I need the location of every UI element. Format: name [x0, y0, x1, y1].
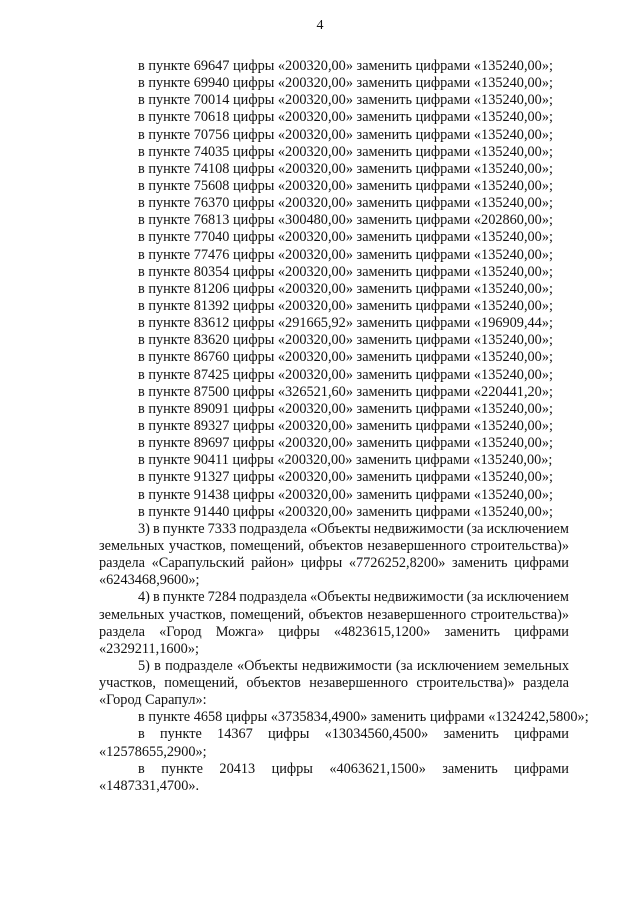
- item-3-line-2: [99, 538, 569, 555]
- word: объектов: [308, 606, 363, 623]
- word: цифрами: [514, 726, 569, 743]
- word: помещений,: [164, 675, 239, 692]
- item-5-sub-1: в пункте 4658 цифры «3735834,4900» заменить цифрами «1324242,5800»;: [138, 709, 589, 726]
- word: 5): [138, 657, 150, 674]
- word: раздела: [522, 675, 569, 692]
- item-4-line-1: [99, 589, 569, 606]
- replacement-line: в пункте 70756 цифры «200320,00» заменить цифрами «135240,00»;: [138, 126, 553, 143]
- word: в: [138, 726, 145, 743]
- word: цифрами: [514, 760, 569, 777]
- word: незавершенного: [367, 606, 467, 623]
- word: 7284: [207, 589, 237, 606]
- word: незавершенного: [367, 537, 467, 554]
- item-5-sub-3-cont: «1487331,4700».: [99, 777, 200, 794]
- word: (за: [466, 520, 484, 537]
- word: подраздела: [239, 589, 307, 606]
- word: помещений,: [230, 606, 305, 623]
- replacement-line: в пункте 70618 цифры «200320,00» заменить цифрами «135240,00»;: [138, 109, 553, 126]
- replacement-line: в пункте 87500 цифры «326521,60» заменить цифрами «220441,20»;: [138, 383, 553, 400]
- item-4-line-3: [99, 624, 569, 641]
- word: (за: [395, 657, 413, 674]
- item-5-sub-2-cont: «12578655,2900»;: [99, 743, 207, 760]
- replacement-line: в пункте 77040 цифры «200320,00» заменить цифрами «135240,00»;: [138, 229, 553, 246]
- word: «4823615,1200»: [333, 623, 431, 640]
- word: заменить: [443, 726, 499, 743]
- word: 3): [138, 520, 150, 537]
- word: заменить: [444, 623, 501, 640]
- item-4-line-2: [99, 607, 569, 624]
- word: цифры: [278, 623, 320, 640]
- word: пункте: [162, 520, 205, 537]
- word: «Город: [159, 623, 202, 640]
- item-3-line-3: [99, 555, 569, 572]
- word: «Сарапульский: [151, 555, 245, 572]
- word: «4063621,1500»: [329, 760, 426, 777]
- word: земельных: [503, 657, 569, 674]
- word: в: [154, 657, 161, 674]
- word: недвижимости: [373, 589, 464, 606]
- word: заменить: [442, 760, 498, 777]
- word: недвижимости: [373, 520, 464, 537]
- word: «Объекты: [309, 520, 371, 537]
- item-3-paragraph: [99, 521, 569, 590]
- word: строительства)»: [416, 675, 515, 692]
- replacement-line: в пункте 76370 цифры «200320,00» заменить цифрами «135240,00»;: [138, 195, 553, 212]
- word: «Объекты: [236, 657, 298, 674]
- item-5-line-2: [99, 675, 569, 692]
- word: участков,: [168, 606, 226, 623]
- word: исключением: [486, 520, 569, 537]
- word: 14367: [217, 726, 253, 743]
- word: 20413: [219, 760, 256, 777]
- word: раздела: [99, 555, 145, 572]
- word: «13034560,4500»: [324, 726, 429, 743]
- word: незавершенного: [309, 675, 409, 692]
- replacement-line: в пункте 91440 цифры «200320,00» заменить цифрами «135240,00»;: [138, 503, 553, 520]
- replacement-line: в пункте 81206 цифры «200320,00» заменить цифрами «135240,00»;: [138, 280, 553, 297]
- item-5-line-1: [99, 658, 569, 675]
- replacement-line: в пункте 76813 цифры «300480,00» заменить цифрами «202860,00»;: [138, 212, 553, 229]
- replacement-list: [99, 58, 569, 521]
- word: исключением: [416, 657, 500, 674]
- word: 4): [138, 589, 150, 606]
- word: помещений,: [230, 537, 305, 554]
- word: заменить: [452, 555, 508, 572]
- word: цифрами: [514, 555, 569, 572]
- word: цифры: [268, 726, 310, 743]
- replacement-line: в пункте 89697 цифры «200320,00» заменить цифрами «135240,00»;: [138, 435, 553, 452]
- item-3-line-1: [99, 521, 569, 538]
- word: цифры: [300, 555, 343, 572]
- replacement-line: в пункте 77476 цифры «200320,00» заменить цифрами «135240,00»;: [138, 246, 553, 263]
- item-5-line-3: «Город Сарапул»:: [99, 692, 207, 709]
- word: участков,: [168, 537, 226, 554]
- page-number: 4: [316, 18, 324, 33]
- item-5-sub-3: [99, 761, 569, 778]
- replacement-line: в пункте 91327 цифры «200320,00» заменить цифрами «135240,00»;: [138, 469, 553, 486]
- word: недвижимости: [301, 657, 392, 674]
- word: участков,: [99, 675, 156, 692]
- replacement-line: в пункте 80354 цифры «200320,00» заменить цифрами «135240,00»;: [138, 263, 553, 280]
- item-5-sub-2: [99, 726, 569, 743]
- word: земельных: [99, 606, 165, 623]
- replacement-line: в пункте 74035 цифры «200320,00» заменить цифрами «135240,00»;: [138, 143, 553, 160]
- replacement-line: в пункте 83620 цифры «200320,00» заменить цифрами «135240,00»;: [138, 332, 553, 349]
- word: пункте: [160, 726, 202, 743]
- replacement-line: в пункте 69647 цифры «200320,00» заменить цифрами «135240,00»;: [138, 58, 553, 74]
- word: объектов: [246, 675, 301, 692]
- word: цифрами: [514, 623, 569, 640]
- replacement-line: в пункте 74108 цифры «200320,00» заменить цифрами «135240,00»;: [138, 160, 553, 177]
- replacement-line: в пункте 69940 цифры «200320,00» заменить цифрами «135240,00»;: [138, 75, 553, 92]
- word: «7726252,8200»: [348, 555, 446, 572]
- item-3-line-4: «6243468,9600»;: [99, 572, 200, 589]
- word: объектов: [308, 537, 363, 554]
- word: подразделе: [165, 657, 233, 674]
- word: 7333: [207, 520, 237, 537]
- word: раздела: [99, 623, 145, 640]
- document-body: [99, 58, 589, 795]
- word: в: [152, 520, 160, 537]
- item-4-line-4: «2329211,1600»;: [99, 640, 199, 657]
- replacement-line: в пункте 70014 цифры «200320,00» заменить цифрами «135240,00»;: [138, 92, 553, 109]
- word: исключением: [486, 589, 569, 606]
- word: цифры: [271, 760, 313, 777]
- word: район»: [251, 555, 295, 572]
- item-4-paragraph: [99, 589, 569, 658]
- replacement-line: в пункте 86760 цифры «200320,00» заменить цифрами «135240,00»;: [138, 349, 553, 366]
- word: (за: [466, 589, 484, 606]
- replacement-line: в пункте 91438 цифры «200320,00» заменить цифрами «135240,00»;: [138, 486, 553, 503]
- word: «Объекты: [309, 589, 371, 606]
- replacement-line: в пункте 83612 цифры «291665,92» заменить цифрами «196909,44»;: [138, 315, 553, 332]
- replacement-line: в пункте 89091 цифры «200320,00» заменить цифрами «135240,00»;: [138, 400, 553, 417]
- replacement-line: в пункте 81392 цифры «200320,00» заменить цифрами «135240,00»;: [138, 297, 553, 314]
- word: пункте: [162, 589, 205, 606]
- word: подраздела: [239, 520, 307, 537]
- word: пункте: [161, 760, 203, 777]
- word: в: [152, 589, 160, 606]
- replacement-line: в пункте 89327 цифры «200320,00» заменить цифрами «135240,00»;: [138, 417, 553, 434]
- replacement-line: в пункте 75608 цифры «200320,00» заменить цифрами «135240,00»;: [138, 177, 553, 194]
- word: в: [138, 760, 145, 777]
- word: Можга»: [215, 623, 265, 640]
- word: строительства)»: [470, 537, 569, 554]
- replacement-line: в пункте 90411 цифры «200320,00» заменить цифрами «135240,00»;: [138, 452, 553, 469]
- item-5-paragraph: [99, 657, 589, 795]
- word: строительства)»: [470, 606, 569, 623]
- word: земельных: [99, 537, 165, 554]
- replacement-line: в пункте 87425 цифры «200320,00» заменить цифрами «135240,00»;: [138, 366, 553, 383]
